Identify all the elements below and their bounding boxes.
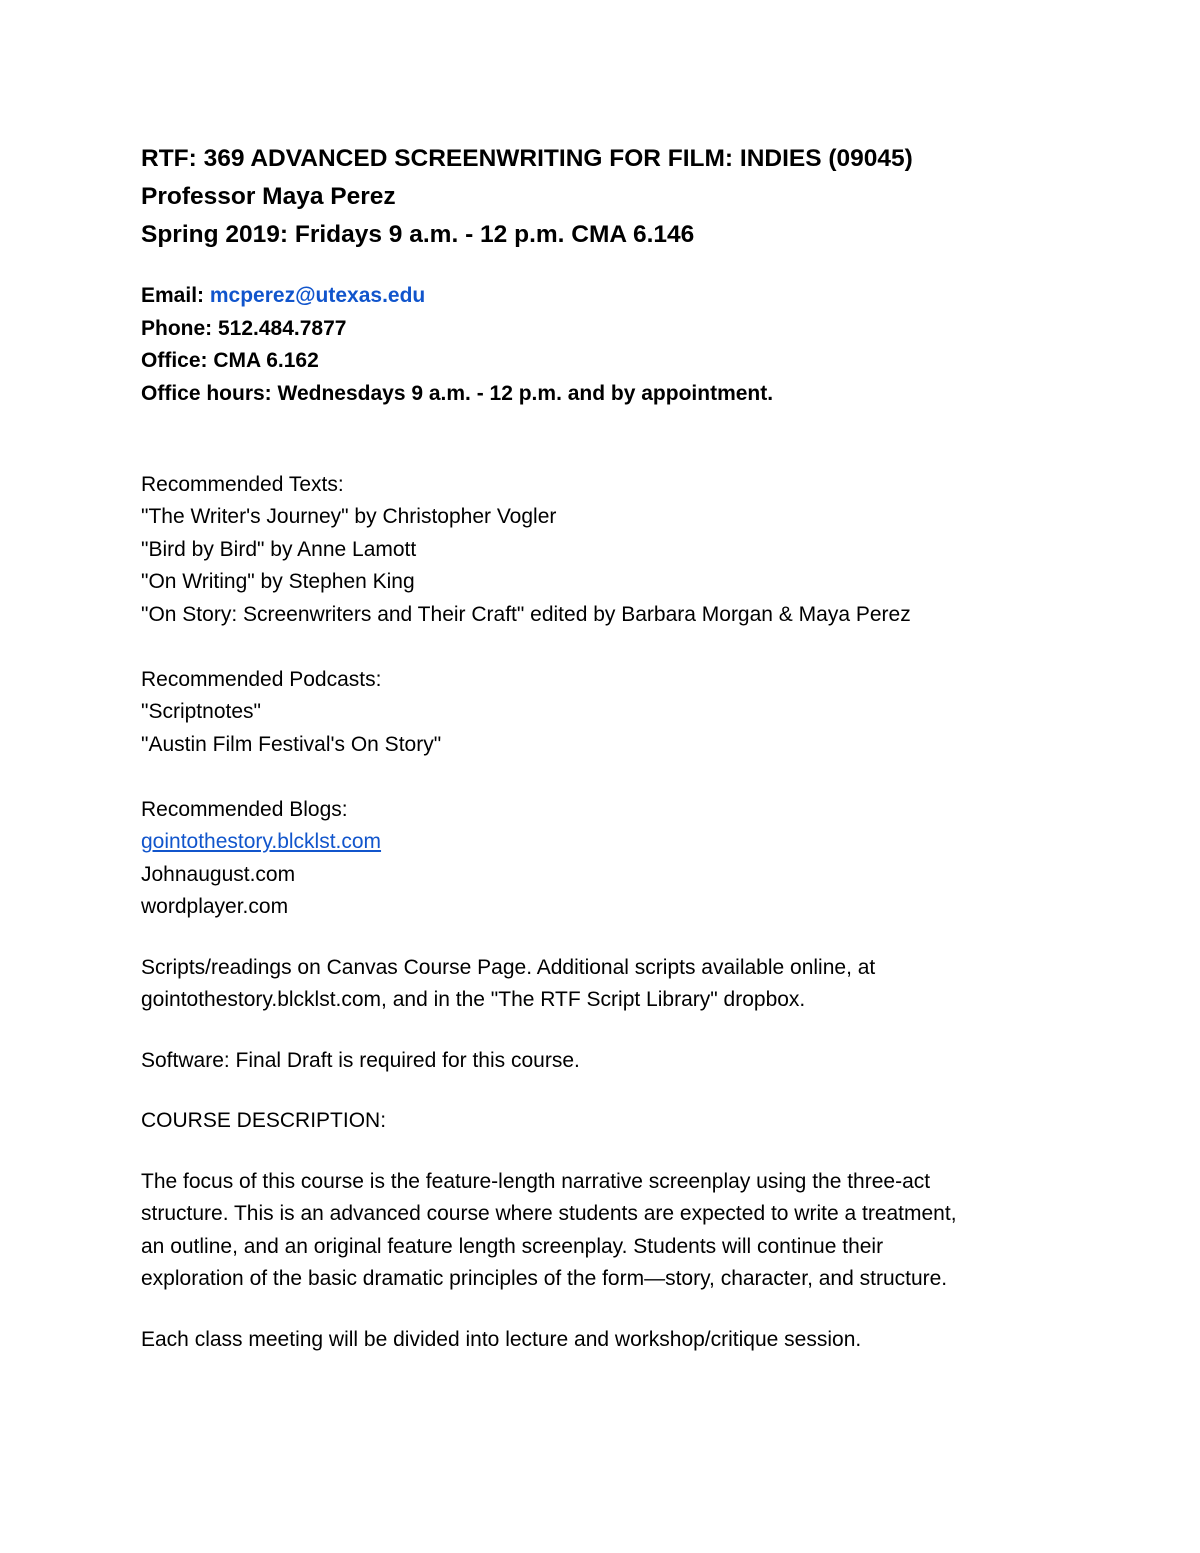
- list-item: "Bird by Bird" by Anne Lamott: [141, 537, 417, 561]
- list-item: "The Writer's Journey" by Christopher Vogler: [141, 505, 557, 529]
- paragraph-line: The focus of this course is the feature-length narrative screenplay using the three-act: [141, 1169, 931, 1193]
- paragraph-line: structure. This is an advanced course where students are expected to write a treatment,: [141, 1202, 957, 1226]
- scripts-note: [141, 952, 1071, 1017]
- list-item: wordplayer.com: [141, 895, 289, 919]
- software-note-text: Software: Final Draft is required for this course.: [141, 1048, 580, 1072]
- course-description-heading-block: [141, 1105, 1071, 1138]
- list-item: "On Writing" by Stephen King: [141, 570, 415, 594]
- office-hours-line: Office hours: Wednesdays 9 a.m. - 12 p.m. and by appointment.: [141, 382, 774, 406]
- list-item: "Austin Film Festival's On Story": [141, 732, 442, 756]
- section-heading: Recommended Podcasts:: [141, 667, 382, 691]
- class-schedule: Spring 2019: Fridays 9 a.m. - 12 p.m. CMA 6.146: [141, 221, 695, 248]
- recommended-blogs: [141, 794, 1071, 924]
- course-title: RTF: 369 ADVANCED SCREENWRITING FOR FILM: INDIES (09045): [141, 145, 913, 172]
- section-heading: Recommended Blogs:: [141, 797, 348, 821]
- recommended-podcasts: [141, 664, 1071, 762]
- recommended-texts: [141, 469, 1071, 632]
- paragraph-line: exploration of the basic dramatic principles of the form—story, character, and structure.: [141, 1267, 948, 1291]
- email-line: [141, 280, 1071, 313]
- class-meeting-note: [141, 1324, 1071, 1357]
- list-item: "Scriptnotes": [141, 700, 261, 724]
- email-label: Email:: [141, 284, 210, 307]
- scripts-note-line: gointothestory.blcklst.com, and in the "The RTF Script Library" dropbox.: [141, 988, 806, 1012]
- list-item: "On Story: Screenwriters and Their Craft" edited by Barbara Morgan & Maya Perez: [141, 602, 911, 626]
- course-description-heading: COURSE DESCRIPTION:: [141, 1109, 387, 1133]
- syllabus-page: [141, 140, 1071, 1356]
- scripts-note-line: Scripts/readings on Canvas Course Page. Additional scripts available online, at: [141, 955, 876, 979]
- contact-info: [141, 280, 1071, 411]
- phone-line: Phone: 512.484.7877: [141, 316, 347, 340]
- class-meeting-text: Each class meeting will be divided into lecture and workshop/critique session.: [141, 1327, 862, 1351]
- software-note: [141, 1045, 1071, 1078]
- section-heading: Recommended Texts:: [141, 472, 344, 496]
- list-item: Johnaugust.com: [141, 862, 296, 886]
- course-description-paragraph: [141, 1166, 1071, 1296]
- professor-name: Professor Maya Perez: [141, 183, 396, 210]
- office-line: Office: CMA 6.162: [141, 349, 319, 373]
- course-header: [141, 140, 1071, 254]
- email-link[interactable]: mcperez@utexas.edu: [209, 284, 426, 307]
- paragraph-line: an outline, and an original feature length screenplay. Students will continue their: [141, 1234, 884, 1258]
- blog-link[interactable]: gointothestory.blcklst.com: [141, 830, 382, 854]
